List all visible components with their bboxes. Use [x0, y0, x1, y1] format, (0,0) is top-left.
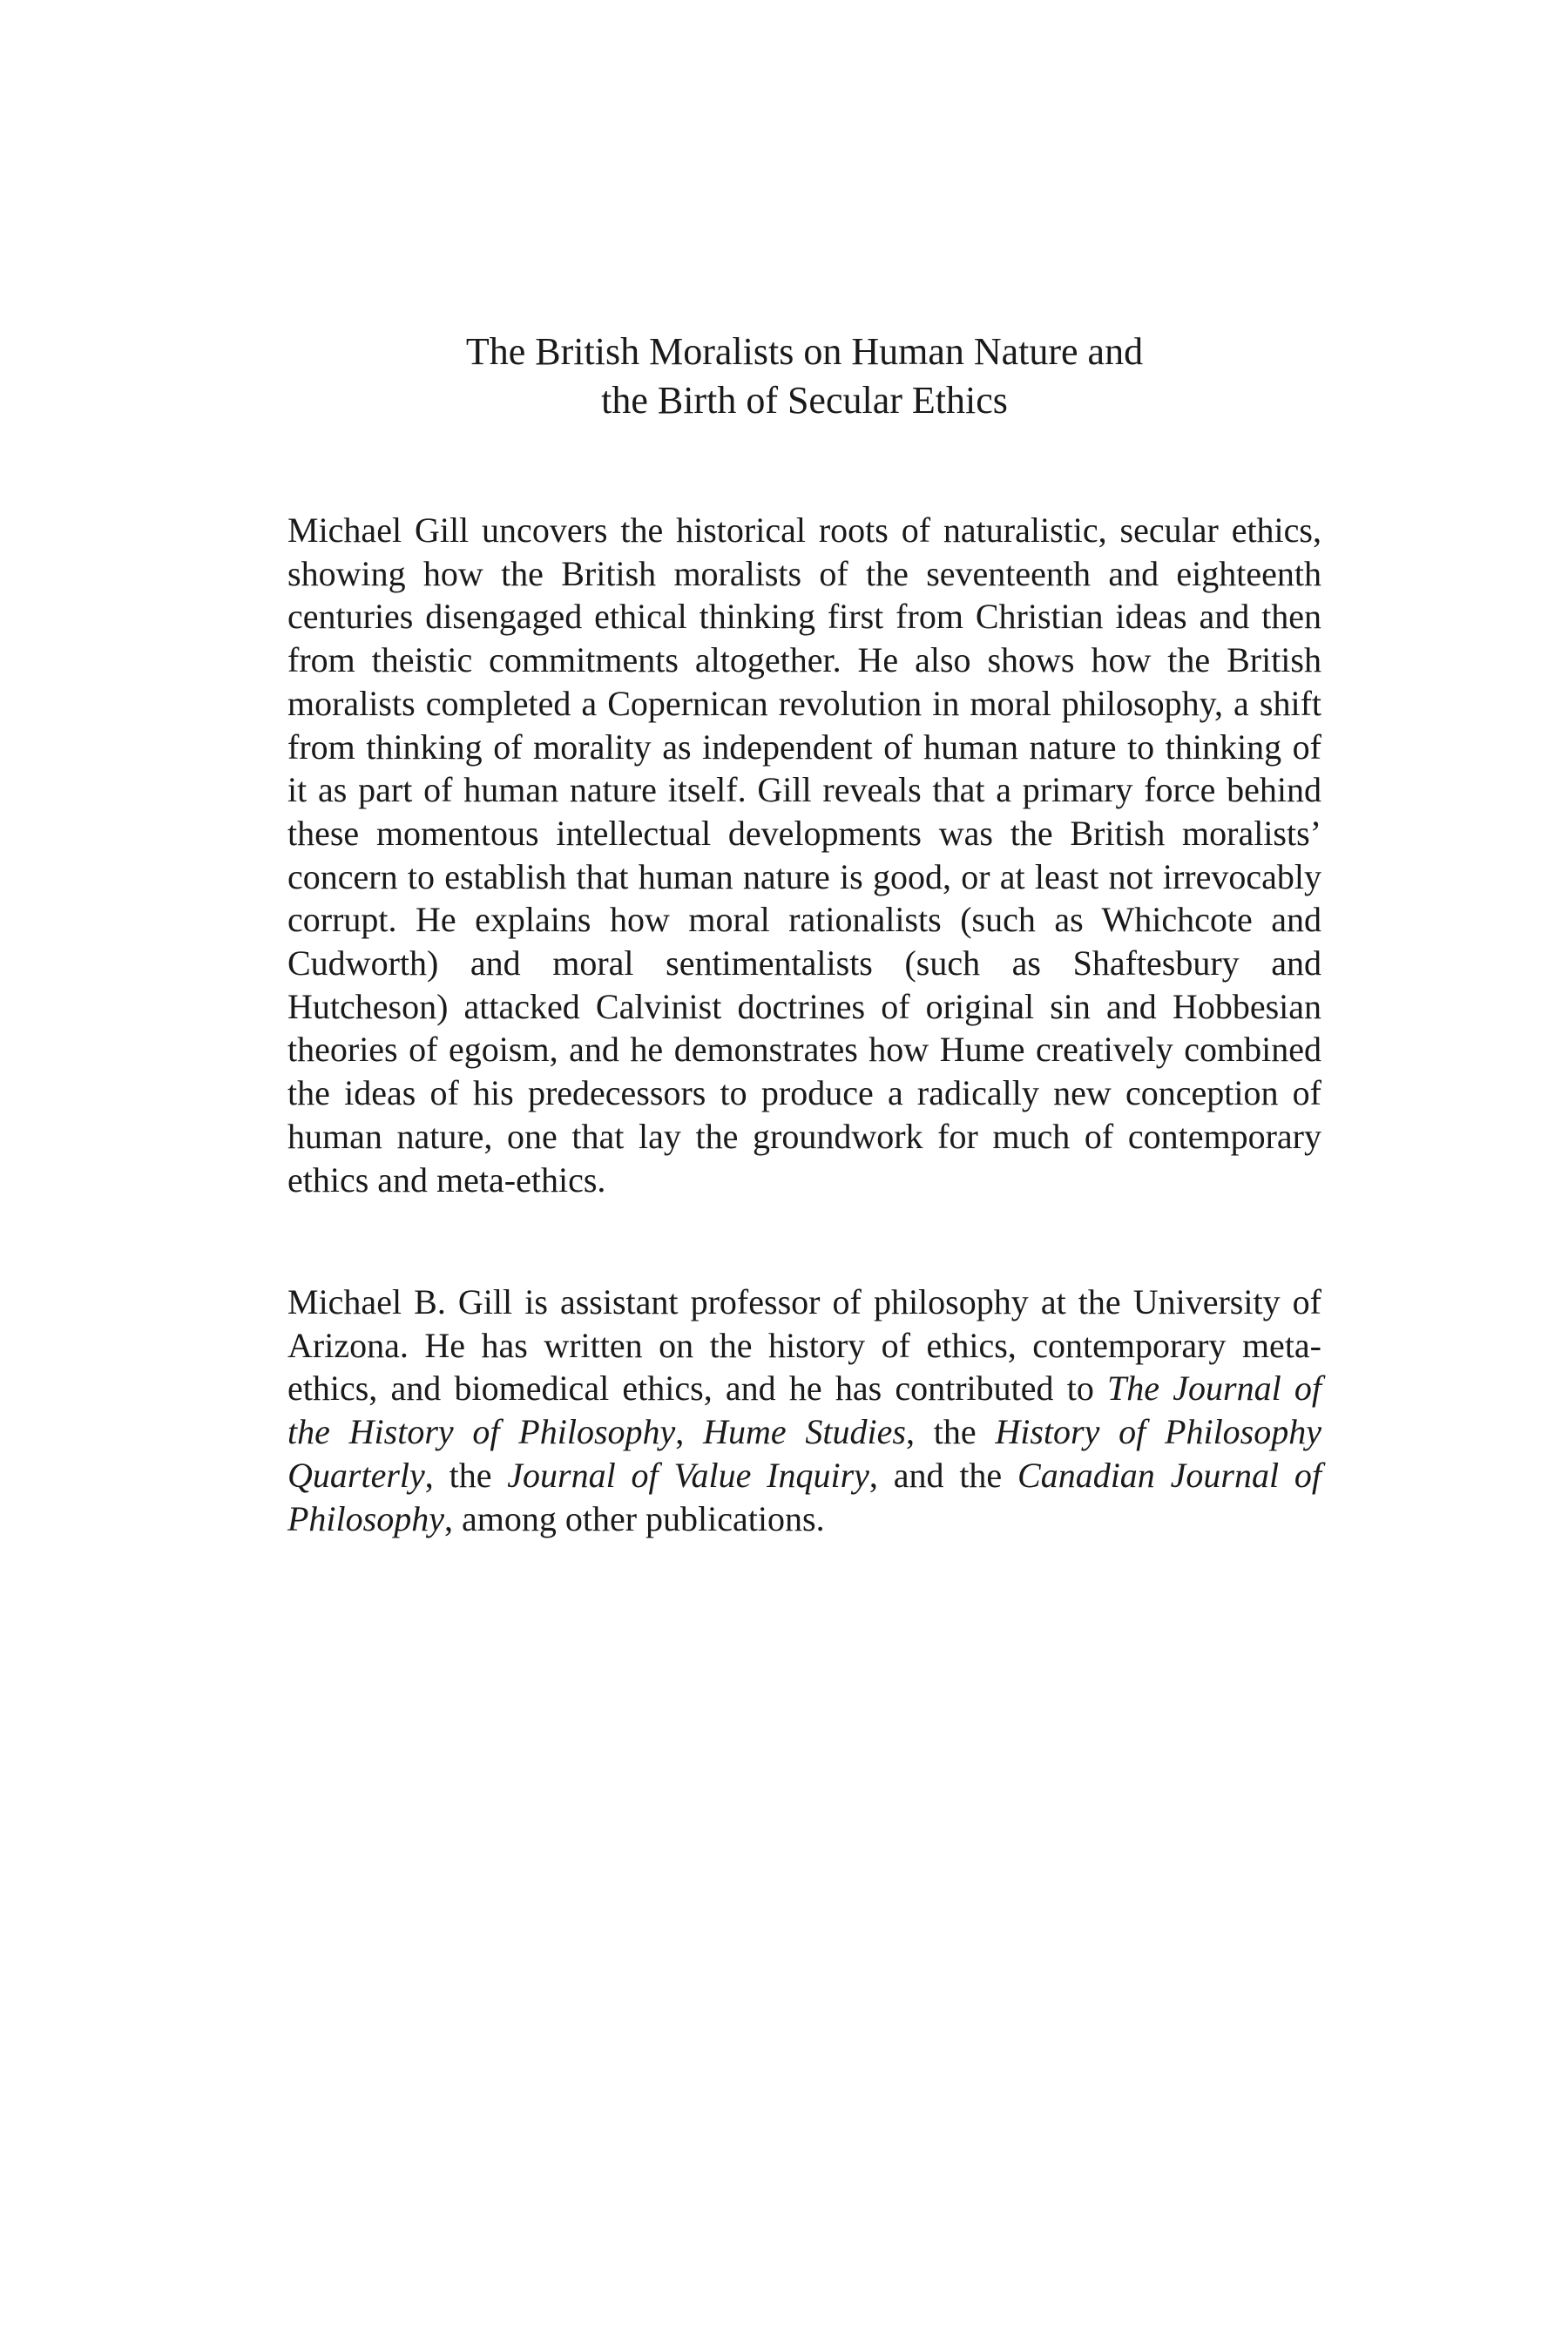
author-bio — [287, 1281, 1321, 1540]
description-paragraph: Michael Gill uncovers the historical roots of naturalistic, secular ethics, showing how the British moralists of the seventeenth and eighteenth centuries disengaged ethical thinking first from Christian ideas and then from theistic commitments altogether. He also shows how the British moralists completed a Copernican revolution in moral philosophy, a shift from thinking of morality as independent of human nature to thinking of it as part of human nature itself. Gill reveals that a primary force behind these momentous intellectual developments was the British moralists’ concern to establish that human nature is good, or at least not irrevocably corrupt. He explains how moral rationalists (such as Whichcote and Cudworth) and moral sentimentalists (such as Shaftesbury and Hutcheson) attacked Calvinist doctrines of original sin and Hobbesian theories of egoism, and he demonstrates how Hume creatively combined the ideas of his predecessors to produce a radically new conception of human nature, one that lay the groundwork for much of contemporary ethics and meta-ethics. — [287, 510, 1321, 1200]
bio-text-3: , the — [424, 1455, 508, 1495]
bio-text-5: , among other publications. — [443, 1498, 825, 1538]
bio-text-1: Michael B. Gill is assistant professor of philosophy at the University of Arizona. He has written on the history of ethics, contemporary meta-ethics, and biomedical ethics, and he has contributed to — [287, 1282, 1321, 1409]
author-bio-paragraph — [287, 1281, 1321, 1540]
bio-text-2: , the — [905, 1412, 996, 1452]
bio-text-4: , and the — [868, 1455, 1018, 1495]
journal-title-4: Journal of Value Inquiry — [507, 1455, 869, 1495]
journal-title-5: Canadian Journal of Philosophy — [287, 1455, 1321, 1538]
journal-title-1: The Journal of the History of Philosophy — [287, 1369, 1322, 1452]
journal-title-3: History of Philosophy Quarterly — [287, 1412, 1322, 1495]
bio-separator-1: , — [675, 1412, 704, 1452]
book-title-line-1: The British Moralists on Human Nature and — [465, 330, 1144, 373]
book-title-line-2: the Birth of Secular Ethics — [601, 379, 1008, 422]
book-description — [287, 509, 1321, 1201]
journal-title-2: Hume Studies — [703, 1412, 906, 1452]
book-title — [287, 328, 1321, 425]
